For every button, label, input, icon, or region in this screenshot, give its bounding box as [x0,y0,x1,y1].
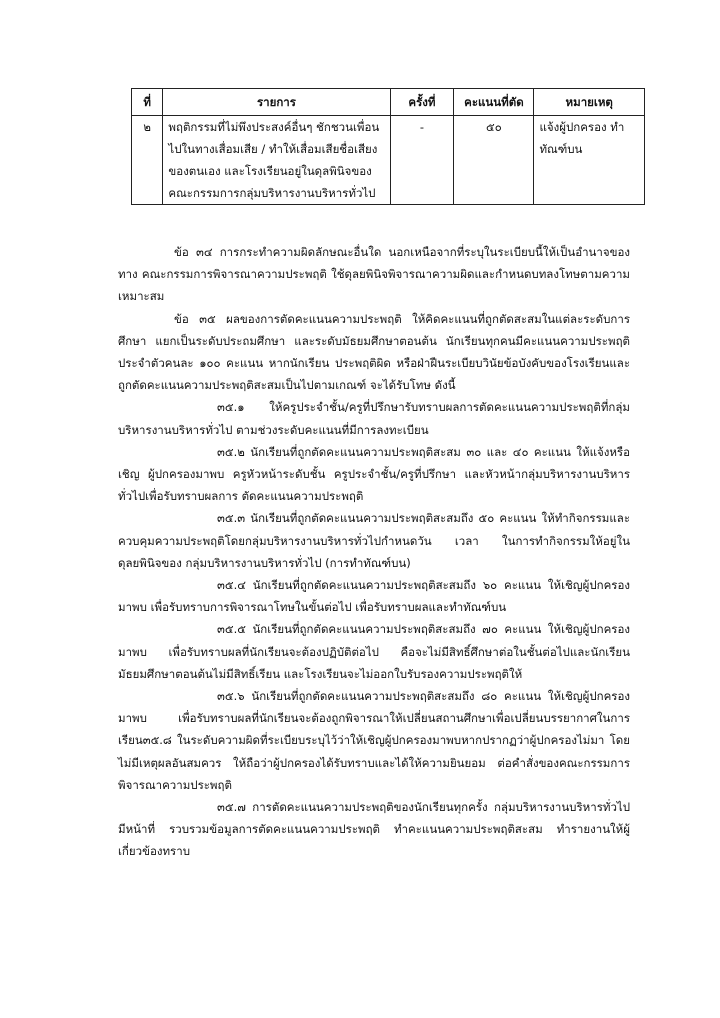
header-score: คะแนนที่ตัด [454,89,534,116]
paragraph-35-3: ๓๕.๓ นักเรียนที่ถูกตัดคะแนนความประพฤติสะสมถึง ๕๐ คะแนน ให้ทำกิจกรรมและควบคุมความประพฤติโดยกลุ่มบริหารงานบริหารทั่วไปกำหนดวัน เวลา ในการทำกิจกรรมให้อยู่ในดุลยพินิจของ กลุ่มบริหารงานบริหารทั่วไป (การทำทัณฑ์บน) [118,511,630,570]
paragraph-35-5: ๓๕.๕ นักเรียนที่ถูกตัดคะแนนความประพฤติสะสมถึง ๗๐ คะแนน ให้เชิญผู้ปกครองมาพบ เพื่อรับทราบผลที่นักเรียนจะต้องปฏิบัติต่อไป คือจะไม่มีสิทธิ์ศึกษาต่อในชั้นต่อไปและนักเรียนมัธยมศึกษาตอนต้นไม่มีสิทธิ์เรียน และโรงเรียนจะไม่ออกใบรับรองความประพฤติให้ [118,622,630,681]
paragraph-35-2: ๓๕.๒ นักเรียนที่ถูกตัดคะแนนความประพฤติสะสม ๓๐ และ ๔๐ คะแนน ให้แจ้งหรือเชิญ ผู้ปกครองมาพบ ครูหัวหน้าระดับชั้น ครูประจำชั้น/ครูที่ปรึกษา และหัวหน้ากลุ่มบริหารงานบริหารทั่วไปเพื่อรับทราบผลการ ตัดคะแนนความประพฤติ [118,444,630,504]
header-item: รายการ [163,89,390,116]
header-note: หมายเหตุ [534,89,645,116]
cell-item: พฤติกรรมที่ไม่พึงประสงค์อื่นๆ ชักชวนเพื่อนไปในทางเสื่อมเสีย / ทำให้เสื่อมเสียชื่อเสียงของตนเอง และโรงเรียนอยู่ในดุลพินิจของคณะกรรมการกลุ่มบริหารงานบริหารทั่วไป [163,116,390,205]
paragraph-article-34: ข้อ ๓๔ การกระทำความผิดลักษณะอื่นใด นอกเหนือจากที่ระบุในระเบียบนี้ให้เป็นอำนาจของทาง คณะกรรมการพิจารณาความประพฤติ ใช้ดุลยพินิจพิจารณาความผิดและกำหนดบทลงโทษตามความเหมาะสม [118,245,630,304]
table-row [132,116,645,205]
cell-note: แจ้งผู้ปกครอง ทำทัณฑ์บน [534,116,645,205]
paragraph-35-1: ๓๕.๑ ให้ครูประจำชั้น/ครูที่ปรึกษารับทราบผลการตัดคะแนนความประพฤติที่กลุ่มบริหารงานบริหารทั่วไป ตามช่วงระดับคะแนนที่มีการลงทะเบียน [118,400,630,437]
paragraph-article-35: ข้อ ๓๕ ผลของการตัดคะแนนความประพฤติ ให้คิดคะแนนที่ถูกตัดสะสมในแต่ละระดับการศึกษา แยกเป็นระดับประถมศึกษา และระดับมัธยมศึกษาตอนต้น นักเรียนทุกคนมีคะแนนความประพฤติประจำตัวคนละ ๑๐๐ คะแนน หากนักเรียน ประพฤติผิด หรือฝ่าฝืนระเบียบวินัยข้อบังคับของโรงเรียนและถูกตัดคะแนนความประพฤติสะสมเป็นไปตามเกณฑ์ จะได้รับโทษ ดังนี้ [118,311,630,393]
behavior-score-table [131,88,645,205]
header-no: ที่ [132,89,163,116]
cell-score: ๕๐ [454,116,534,205]
paragraph-35-7: ๓๕.๗ การตัดคะแนนความประพฤติของนักเรียนทุกครั้ง กลุ่มบริหารงานบริหารทั่วไปมีหน้าที่ รวบรวมข้อมูลการตัดคะแนนความประพฤติ ทำคะแนนความประพฤติสะสม ทำรายงานให้ผู้เกี่ยวข้องทราบ [118,800,630,859]
paragraph-35-6: ๓๕.๖ นักเรียนที่ถูกตัดคะแนนความประพฤติสะสมถึง ๘๐ คะแนน ให้เชิญผู้ปกครองมาพบ เพื่อรับทราบผลที่นักเรียนจะต้องถูกพิจารณาให้เปลี่ยนสถานศึกษาเพื่อเปลี่ยนบรรยากาศในการเรียน๓๕.๘ ในระดับความผิดที่ระเบียบระบุไว้ว่าให้เชิญผู้ปกครองมาพบหากปรากฏว่าผู้ปกครองไม่มา โดยไม่มีเหตุผลอันสมควร ให้ถือว่าผู้ปกครองได้รับทราบและได้ให้ความยินยอม ต่อคำสั่งของคณะกรรมการ พิจารณาความประพฤติ [118,689,630,792]
header-times: ครั้งที่ [390,89,454,116]
cell-no: ๒ [132,116,163,205]
table-header-row [132,89,645,116]
cell-times: - [390,116,454,205]
paragraph-35-4: ๓๕.๔ นักเรียนที่ถูกตัดคะแนนความประพฤติสะสมถึง ๖๐ คะแนน ให้เชิญผู้ปกครองมาพบ เพื่อรับทราบการพิจารณาโทษในขั้นต่อไป เพื่อรับทราบผลและทำทัณฑ์บน [118,578,630,615]
regulation-text [118,241,630,863]
